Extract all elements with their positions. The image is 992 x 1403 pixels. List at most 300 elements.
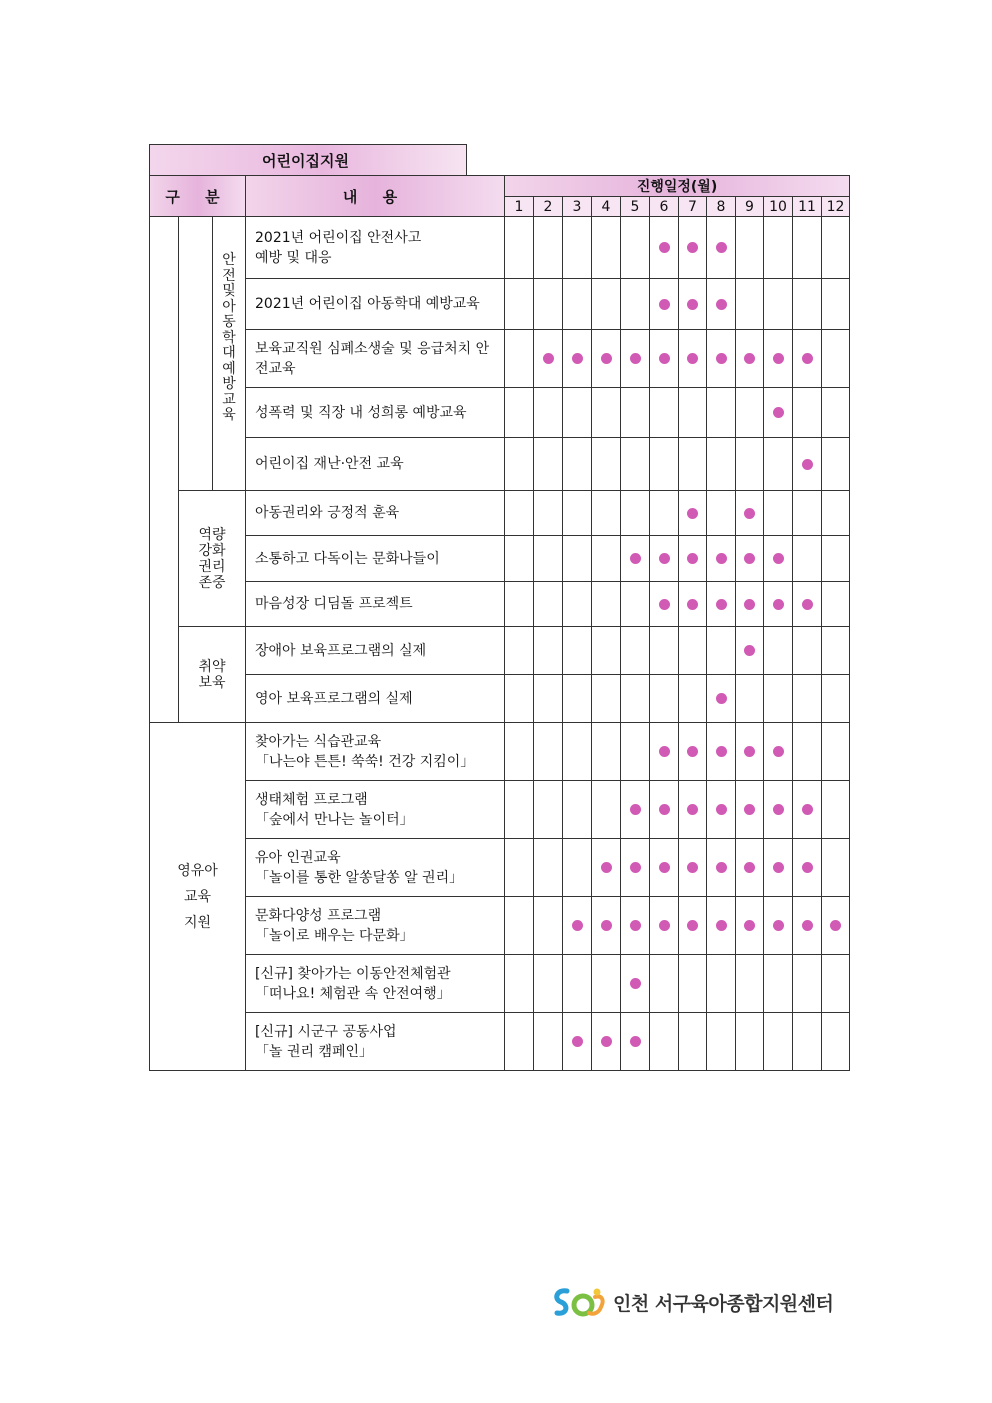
month-cell-12 bbox=[822, 491, 850, 536]
month-cell-1 bbox=[505, 627, 534, 675]
month-cell-9 bbox=[736, 279, 764, 330]
table-row bbox=[150, 536, 850, 582]
group-vulnerable-label: 취약 보육 bbox=[198, 658, 226, 691]
table-row bbox=[150, 491, 850, 536]
schedule-dot bbox=[802, 862, 813, 873]
schedule-dot bbox=[687, 553, 698, 564]
month-cell-6 bbox=[650, 279, 679, 330]
program-line-1: 소통하고 다독이는 문화나들이 bbox=[255, 550, 440, 567]
program-line-2: 「놀이를 통한 알쏭달쏭 알 권리」 bbox=[255, 869, 464, 886]
month-cell-8 bbox=[707, 1013, 736, 1071]
group-competency bbox=[179, 491, 246, 627]
month-header: 9 bbox=[736, 197, 764, 217]
month-cell-7 bbox=[679, 388, 707, 438]
schedule-dot bbox=[687, 508, 698, 519]
month-cell-7 bbox=[679, 536, 707, 582]
month-cell-10 bbox=[764, 675, 793, 723]
month-cell-11 bbox=[793, 839, 822, 897]
schedule-dot bbox=[630, 804, 641, 815]
month-cell-7 bbox=[679, 897, 707, 955]
month-cell-6 bbox=[650, 491, 679, 536]
month-cell-2 bbox=[534, 1013, 563, 1071]
month-cell-4 bbox=[592, 781, 621, 839]
month-cell-11 bbox=[793, 781, 822, 839]
schedule-dot bbox=[687, 746, 698, 757]
schedule-dot bbox=[744, 645, 755, 656]
program-line-1: 유아 인권교육 bbox=[255, 849, 341, 866]
month-cell-4 bbox=[592, 217, 621, 279]
month-header: 8 bbox=[707, 197, 736, 217]
month-cell-1 bbox=[505, 582, 534, 627]
program-line-1: 영아 보육프로그램의 실제 bbox=[255, 690, 413, 707]
month-cell-7 bbox=[679, 675, 707, 723]
month-cell-5 bbox=[621, 675, 650, 723]
month-cell-10 bbox=[764, 330, 793, 388]
month-header: 3 bbox=[563, 197, 592, 217]
footer-brand: 인천 서구육아종합지원센터 bbox=[613, 1292, 834, 1315]
month-cell-6 bbox=[650, 955, 679, 1013]
month-cell-12 bbox=[822, 723, 850, 781]
schedule-dot bbox=[687, 862, 698, 873]
month-cell-5 bbox=[621, 491, 650, 536]
schedule-dot bbox=[659, 599, 670, 610]
month-cell-7 bbox=[679, 491, 707, 536]
month-cell-11 bbox=[793, 330, 822, 388]
program-line-1: 보육교직원 심폐소생술 및 응급처치 안 bbox=[255, 340, 490, 357]
month-header: 5 bbox=[621, 197, 650, 217]
schedule-dot bbox=[630, 553, 641, 564]
program-name bbox=[246, 781, 505, 839]
schedule-dot bbox=[716, 804, 727, 815]
month-cell-12 bbox=[822, 955, 850, 1013]
program-name bbox=[246, 955, 505, 1013]
month-cell-4 bbox=[592, 627, 621, 675]
schedule-dot bbox=[687, 599, 698, 610]
program-name bbox=[246, 536, 505, 582]
schedule-dot bbox=[716, 599, 727, 610]
schedule-dot bbox=[687, 299, 698, 310]
month-cell-5 bbox=[621, 723, 650, 781]
month-cell-2 bbox=[534, 279, 563, 330]
month-cell-4 bbox=[592, 839, 621, 897]
month-cell-5 bbox=[621, 1013, 650, 1071]
month-cell-12 bbox=[822, 582, 850, 627]
footer-logo bbox=[551, 1285, 833, 1319]
month-cell-3 bbox=[563, 438, 592, 491]
program-name bbox=[246, 627, 505, 675]
month-cell-9 bbox=[736, 438, 764, 491]
schedule-dot bbox=[716, 353, 727, 364]
schedule-dot bbox=[659, 920, 670, 931]
month-cell-7 bbox=[679, 627, 707, 675]
month-cell-1 bbox=[505, 839, 534, 897]
table-row bbox=[150, 675, 850, 723]
month-cell-11 bbox=[793, 217, 822, 279]
month-cell-7 bbox=[679, 839, 707, 897]
schedule-dot bbox=[744, 508, 755, 519]
program-name bbox=[246, 1013, 505, 1071]
schedule-dot bbox=[802, 353, 813, 364]
header-content: 내 용 bbox=[246, 176, 505, 217]
month-cell-1 bbox=[505, 955, 534, 1013]
month-cell-3 bbox=[563, 582, 592, 627]
month-cell-9 bbox=[736, 491, 764, 536]
month-cell-12 bbox=[822, 217, 850, 279]
month-cell-11 bbox=[793, 955, 822, 1013]
schedule-dot bbox=[802, 459, 813, 470]
table-row bbox=[150, 781, 850, 839]
month-cell-5 bbox=[621, 781, 650, 839]
month-cell-1 bbox=[505, 438, 534, 491]
month-cell-1 bbox=[505, 279, 534, 330]
month-cell-12 bbox=[822, 536, 850, 582]
month-header: 10 bbox=[764, 197, 793, 217]
month-cell-6 bbox=[650, 388, 679, 438]
month-cell-3 bbox=[563, 897, 592, 955]
month-cell-5 bbox=[621, 839, 650, 897]
month-cell-11 bbox=[793, 536, 822, 582]
program-name bbox=[246, 491, 505, 536]
month-cell-11 bbox=[793, 1013, 822, 1071]
month-cell-12 bbox=[822, 279, 850, 330]
schedule-dot bbox=[630, 978, 641, 989]
month-cell-5 bbox=[621, 627, 650, 675]
month-cell-8 bbox=[707, 438, 736, 491]
schedule-dot bbox=[744, 920, 755, 931]
month-cell-4 bbox=[592, 675, 621, 723]
month-cell-5 bbox=[621, 279, 650, 330]
month-cell-4 bbox=[592, 330, 621, 388]
month-cell-9 bbox=[736, 217, 764, 279]
table-row bbox=[150, 723, 850, 781]
schedule-dot bbox=[572, 920, 583, 931]
schedule-dot bbox=[716, 693, 727, 704]
schedule-dot bbox=[687, 242, 698, 253]
program-line-2: 「숲에서 만나는 놀이터」 bbox=[255, 811, 414, 828]
month-cell-9 bbox=[736, 388, 764, 438]
month-cell-1 bbox=[505, 781, 534, 839]
month-cell-10 bbox=[764, 723, 793, 781]
month-cell-4 bbox=[592, 1013, 621, 1071]
month-cell-6 bbox=[650, 217, 679, 279]
schedule-dot bbox=[716, 746, 727, 757]
month-cell-4 bbox=[592, 438, 621, 491]
month-cell-3 bbox=[563, 330, 592, 388]
group-vulnerable bbox=[179, 627, 246, 723]
month-cell-7 bbox=[679, 582, 707, 627]
month-cell-4 bbox=[592, 491, 621, 536]
table-row bbox=[150, 438, 850, 491]
month-cell-6 bbox=[650, 675, 679, 723]
month-cell-1 bbox=[505, 536, 534, 582]
month-cell-9 bbox=[736, 330, 764, 388]
program-name bbox=[246, 217, 505, 279]
schedule-dot bbox=[659, 862, 670, 873]
schedule-dot bbox=[659, 353, 670, 364]
program-line-2: 「나는야 튼튼! 쑥쑥! 건강 지킴이」 bbox=[255, 753, 475, 770]
month-cell-5 bbox=[621, 955, 650, 1013]
month-cell-2 bbox=[534, 438, 563, 491]
month-cell-11 bbox=[793, 491, 822, 536]
month-cell-5 bbox=[621, 217, 650, 279]
month-cell-3 bbox=[563, 388, 592, 438]
month-cell-12 bbox=[822, 839, 850, 897]
month-cell-5 bbox=[621, 536, 650, 582]
program-line-2: 「놀 권리 캠페인」 bbox=[255, 1043, 374, 1060]
schedule-dot bbox=[601, 1036, 612, 1047]
schedule-dot bbox=[773, 407, 784, 418]
month-header: 11 bbox=[793, 197, 822, 217]
group-safety bbox=[213, 217, 246, 491]
program-name bbox=[246, 839, 505, 897]
month-cell-5 bbox=[621, 438, 650, 491]
month-cell-4 bbox=[592, 723, 621, 781]
schedule-dot bbox=[744, 553, 755, 564]
month-cell-3 bbox=[563, 723, 592, 781]
program-line-2: 예방 및 대응 bbox=[255, 249, 332, 266]
month-cell-10 bbox=[764, 897, 793, 955]
program-line-2: 「떠나요! 체험관 속 안전여행」 bbox=[255, 985, 451, 1002]
month-cell-1 bbox=[505, 388, 534, 438]
month-cell-8 bbox=[707, 627, 736, 675]
program-name bbox=[246, 279, 505, 330]
schedule-dot bbox=[773, 804, 784, 815]
month-cell-10 bbox=[764, 1013, 793, 1071]
program-line-1: [신규] 시군구 공동사업 bbox=[255, 1023, 397, 1040]
month-cell-2 bbox=[534, 627, 563, 675]
month-cell-3 bbox=[563, 675, 592, 723]
schedule-dot bbox=[659, 242, 670, 253]
month-cell-10 bbox=[764, 438, 793, 491]
month-cell-8 bbox=[707, 388, 736, 438]
month-cell-2 bbox=[534, 491, 563, 536]
month-cell-7 bbox=[679, 1013, 707, 1071]
group-blank-mid bbox=[179, 217, 213, 491]
table-row bbox=[150, 582, 850, 627]
program-line-2: 전교육 bbox=[255, 360, 296, 377]
month-cell-11 bbox=[793, 582, 822, 627]
group-child-education-label: 영유아 교육 지원 bbox=[177, 862, 218, 931]
schedule-dot bbox=[716, 862, 727, 873]
month-header: 12 bbox=[822, 197, 850, 217]
month-cell-3 bbox=[563, 627, 592, 675]
month-cell-6 bbox=[650, 582, 679, 627]
month-cell-2 bbox=[534, 955, 563, 1013]
table-row bbox=[150, 897, 850, 955]
month-cell-1 bbox=[505, 330, 534, 388]
month-cell-1 bbox=[505, 1013, 534, 1071]
program-line-1: 찾아가는 식습관교육 bbox=[255, 733, 382, 750]
table-row bbox=[150, 330, 850, 388]
month-cell-12 bbox=[822, 388, 850, 438]
month-cell-8 bbox=[707, 723, 736, 781]
month-cell-8 bbox=[707, 536, 736, 582]
month-cell-6 bbox=[650, 330, 679, 388]
month-cell-10 bbox=[764, 491, 793, 536]
schedule-dot bbox=[601, 353, 612, 364]
program-name bbox=[246, 897, 505, 955]
month-cell-8 bbox=[707, 582, 736, 627]
month-cell-7 bbox=[679, 217, 707, 279]
month-cell-12 bbox=[822, 781, 850, 839]
schedule-dot bbox=[744, 599, 755, 610]
month-cell-8 bbox=[707, 491, 736, 536]
month-cell-11 bbox=[793, 675, 822, 723]
month-cell-6 bbox=[650, 1013, 679, 1071]
month-cell-4 bbox=[592, 388, 621, 438]
schedule-dot bbox=[744, 353, 755, 364]
schedule-dot bbox=[572, 1036, 583, 1047]
month-cell-10 bbox=[764, 781, 793, 839]
schedule-dot bbox=[630, 353, 641, 364]
month-cell-12 bbox=[822, 627, 850, 675]
month-cell-6 bbox=[650, 438, 679, 491]
schedule-dot bbox=[716, 920, 727, 931]
month-cell-9 bbox=[736, 536, 764, 582]
month-cell-10 bbox=[764, 955, 793, 1013]
month-cell-7 bbox=[679, 438, 707, 491]
table-row bbox=[150, 955, 850, 1013]
month-cell-7 bbox=[679, 279, 707, 330]
month-cell-9 bbox=[736, 723, 764, 781]
schedule-dot bbox=[802, 804, 813, 815]
month-cell-12 bbox=[822, 675, 850, 723]
header-gubun: 구 분 bbox=[150, 176, 246, 217]
schedule-dot bbox=[773, 553, 784, 564]
program-line-1: 문화다양성 프로그램 bbox=[255, 907, 382, 924]
month-cell-11 bbox=[793, 723, 822, 781]
month-header: 4 bbox=[592, 197, 621, 217]
month-header: 2 bbox=[534, 197, 563, 217]
center-logo-icon bbox=[551, 1285, 605, 1319]
section-title: 어린이집지원 bbox=[149, 144, 467, 175]
month-cell-9 bbox=[736, 582, 764, 627]
month-cell-3 bbox=[563, 536, 592, 582]
month-cell-11 bbox=[793, 897, 822, 955]
program-name bbox=[246, 582, 505, 627]
month-cell-5 bbox=[621, 582, 650, 627]
month-cell-10 bbox=[764, 536, 793, 582]
month-cell-8 bbox=[707, 897, 736, 955]
program-line-1: 성폭력 및 직장 내 성희롱 예방교육 bbox=[255, 404, 467, 421]
month-cell-11 bbox=[793, 279, 822, 330]
month-cell-10 bbox=[764, 217, 793, 279]
month-header: 7 bbox=[679, 197, 707, 217]
month-cell-9 bbox=[736, 897, 764, 955]
month-cell-9 bbox=[736, 675, 764, 723]
month-cell-3 bbox=[563, 781, 592, 839]
month-cell-3 bbox=[563, 1013, 592, 1071]
month-cell-3 bbox=[563, 279, 592, 330]
month-cell-3 bbox=[563, 839, 592, 897]
table-row bbox=[150, 217, 850, 279]
month-cell-4 bbox=[592, 536, 621, 582]
schedule-dot bbox=[773, 599, 784, 610]
schedule-dot bbox=[687, 920, 698, 931]
program-line-1: 2021년 어린이집 아동학대 예방교육 bbox=[255, 296, 480, 312]
group-child-education bbox=[150, 723, 246, 1071]
month-header: 6 bbox=[650, 197, 679, 217]
month-cell-12 bbox=[822, 897, 850, 955]
month-cell-6 bbox=[650, 781, 679, 839]
month-cell-2 bbox=[534, 536, 563, 582]
month-cell-12 bbox=[822, 1013, 850, 1071]
schedule-dot bbox=[716, 553, 727, 564]
schedule-dot bbox=[773, 862, 784, 873]
table-row bbox=[150, 279, 850, 330]
month-cell-7 bbox=[679, 781, 707, 839]
month-cell-8 bbox=[707, 781, 736, 839]
month-cell-1 bbox=[505, 675, 534, 723]
month-cell-9 bbox=[736, 627, 764, 675]
month-cell-3 bbox=[563, 955, 592, 1013]
month-cell-6 bbox=[650, 536, 679, 582]
program-line-1: 어린이집 재난·안전 교육 bbox=[255, 456, 404, 472]
schedule-dot bbox=[630, 862, 641, 873]
month-cell-3 bbox=[563, 491, 592, 536]
month-cell-7 bbox=[679, 330, 707, 388]
program-name bbox=[246, 675, 505, 723]
month-cell-6 bbox=[650, 897, 679, 955]
program-line-2: 「놀이로 배우는 다문화」 bbox=[255, 927, 414, 944]
month-cell-1 bbox=[505, 897, 534, 955]
month-cell-11 bbox=[793, 627, 822, 675]
month-cell-8 bbox=[707, 839, 736, 897]
schedule-dot bbox=[744, 862, 755, 873]
month-cell-12 bbox=[822, 438, 850, 491]
schedule-dot bbox=[687, 804, 698, 815]
month-cell-7 bbox=[679, 723, 707, 781]
month-cell-7 bbox=[679, 955, 707, 1013]
month-cell-11 bbox=[793, 388, 822, 438]
program-name bbox=[246, 388, 505, 438]
schedule-dot bbox=[659, 553, 670, 564]
schedule-dot bbox=[601, 920, 612, 931]
table-row bbox=[150, 627, 850, 675]
table-row bbox=[150, 388, 850, 438]
schedule-dot bbox=[716, 299, 727, 310]
program-name bbox=[246, 723, 505, 781]
month-cell-8 bbox=[707, 217, 736, 279]
schedule-dot bbox=[744, 804, 755, 815]
schedule-dot bbox=[630, 1036, 641, 1047]
month-cell-2 bbox=[534, 388, 563, 438]
program-line-1: 생태체험 프로그램 bbox=[255, 791, 368, 808]
month-cell-4 bbox=[592, 955, 621, 1013]
month-cell-5 bbox=[621, 330, 650, 388]
schedule-dot bbox=[830, 920, 841, 931]
schedule-dot bbox=[687, 353, 698, 364]
month-cell-5 bbox=[621, 897, 650, 955]
schedule-dot bbox=[716, 242, 727, 253]
program-name bbox=[246, 438, 505, 491]
month-cell-10 bbox=[764, 582, 793, 627]
schedule-dot bbox=[659, 746, 670, 757]
month-cell-10 bbox=[764, 279, 793, 330]
table-row bbox=[150, 839, 850, 897]
month-cell-8 bbox=[707, 279, 736, 330]
schedule-dot bbox=[773, 353, 784, 364]
month-cell-10 bbox=[764, 388, 793, 438]
schedule-dot bbox=[659, 804, 670, 815]
group-blank-left bbox=[150, 217, 179, 723]
month-cell-2 bbox=[534, 217, 563, 279]
month-cell-8 bbox=[707, 330, 736, 388]
group-safety-label: 안전 및 아동학대예방교육 bbox=[222, 252, 236, 423]
schedule-dot bbox=[659, 299, 670, 310]
schedule-dot bbox=[744, 746, 755, 757]
month-cell-9 bbox=[736, 839, 764, 897]
